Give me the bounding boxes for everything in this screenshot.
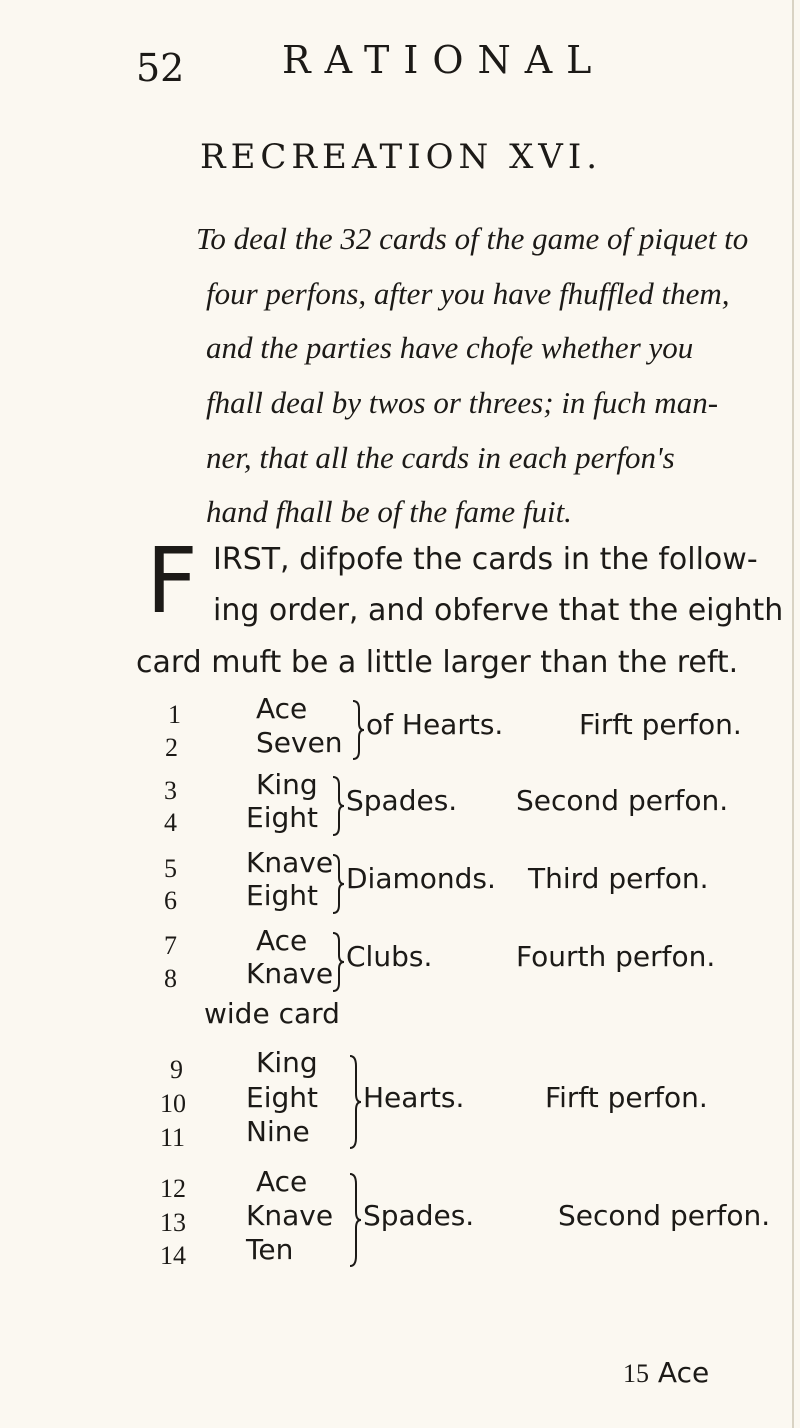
card-name: King <box>256 1046 318 1079</box>
person-label: Firft perfon. <box>579 708 742 741</box>
person-label: Second perfon. <box>516 784 729 817</box>
card-number: 9 <box>170 1055 183 1084</box>
card-number: 1 <box>168 700 181 729</box>
card-number: 6 <box>164 886 177 915</box>
card-number: 11 <box>160 1123 186 1152</box>
card-name: Eight <box>246 1081 318 1114</box>
running-head: RATIONAL <box>282 38 606 82</box>
person-label: Fourth perfon. <box>516 940 716 973</box>
card-name: Eight <box>246 879 318 912</box>
catchword-number: 15 <box>623 1359 649 1388</box>
person-label: Third perfon. <box>528 862 709 895</box>
card-name: Ace <box>256 1165 308 1198</box>
suit-label: of Hearts. <box>366 708 504 741</box>
suit-label: Diamonds. <box>346 862 496 895</box>
card-number: 7 <box>164 931 177 960</box>
body-line: ing order, and obferve that the eighth <box>213 593 784 628</box>
card-number: 12 <box>160 1174 186 1203</box>
brace-icon <box>348 1172 362 1268</box>
suit-label: Spades. <box>363 1199 475 1232</box>
card-name: Seven <box>256 726 343 759</box>
catchword <box>623 1356 709 1389</box>
subtitle-line: hand fhall be of the fame fuit. <box>206 494 572 529</box>
subtitle-line: four perfons, after you have fhuffled them, <box>206 276 730 311</box>
subtitle-line: and the parties have chofe whether you <box>206 330 694 365</box>
card-name: King <box>256 768 318 801</box>
card-name: Eight <box>246 801 318 834</box>
card-name: Ace <box>256 692 308 725</box>
brace-icon <box>351 699 365 761</box>
brace-icon <box>331 853 345 915</box>
card-number: 14 <box>160 1241 186 1270</box>
card-name: Ace <box>256 924 308 957</box>
card-name: Nine <box>246 1115 310 1148</box>
card-name: Knave <box>246 1199 334 1232</box>
card-number: 5 <box>164 854 177 883</box>
wide-card-note: wide card <box>204 997 340 1030</box>
card-number: 13 <box>160 1208 186 1237</box>
recreation-title: RECREATION XVI. <box>200 137 603 177</box>
card-name: Knave <box>246 957 334 990</box>
card-name: Ten <box>246 1233 294 1266</box>
page-number: 52 <box>136 46 185 90</box>
page-edge <box>792 0 794 1428</box>
brace-icon <box>348 1054 362 1150</box>
person-label: Firft perfon. <box>545 1081 708 1114</box>
suit-label: Hearts. <box>363 1081 465 1114</box>
body-line: IRST, difpofe the cards in the follow- <box>213 542 758 577</box>
card-name: Knave <box>246 846 334 879</box>
body-line: card muft be a little larger than the reft. <box>136 645 739 680</box>
suit-label: Clubs. <box>346 940 433 973</box>
subtitle-line: fhall deal by twos or threes; in fuch man- <box>206 385 719 420</box>
suit-label: Spades. <box>346 784 458 817</box>
catchword-word: Ace <box>657 1356 710 1389</box>
card-number: 2 <box>165 733 178 762</box>
card-number: 3 <box>164 776 177 805</box>
person-label: Second perfon. <box>558 1199 771 1232</box>
card-number: 10 <box>160 1089 186 1118</box>
subtitle-line: To deal the 32 cards of the game of piquet to <box>196 221 749 256</box>
brace-icon <box>331 775 345 837</box>
card-number: 4 <box>164 808 177 837</box>
brace-icon <box>331 931 345 993</box>
subtitle-line: ner, that all the cards in each perfon's <box>206 440 675 475</box>
card-number: 8 <box>164 964 177 993</box>
drop-cap: F <box>146 529 198 634</box>
